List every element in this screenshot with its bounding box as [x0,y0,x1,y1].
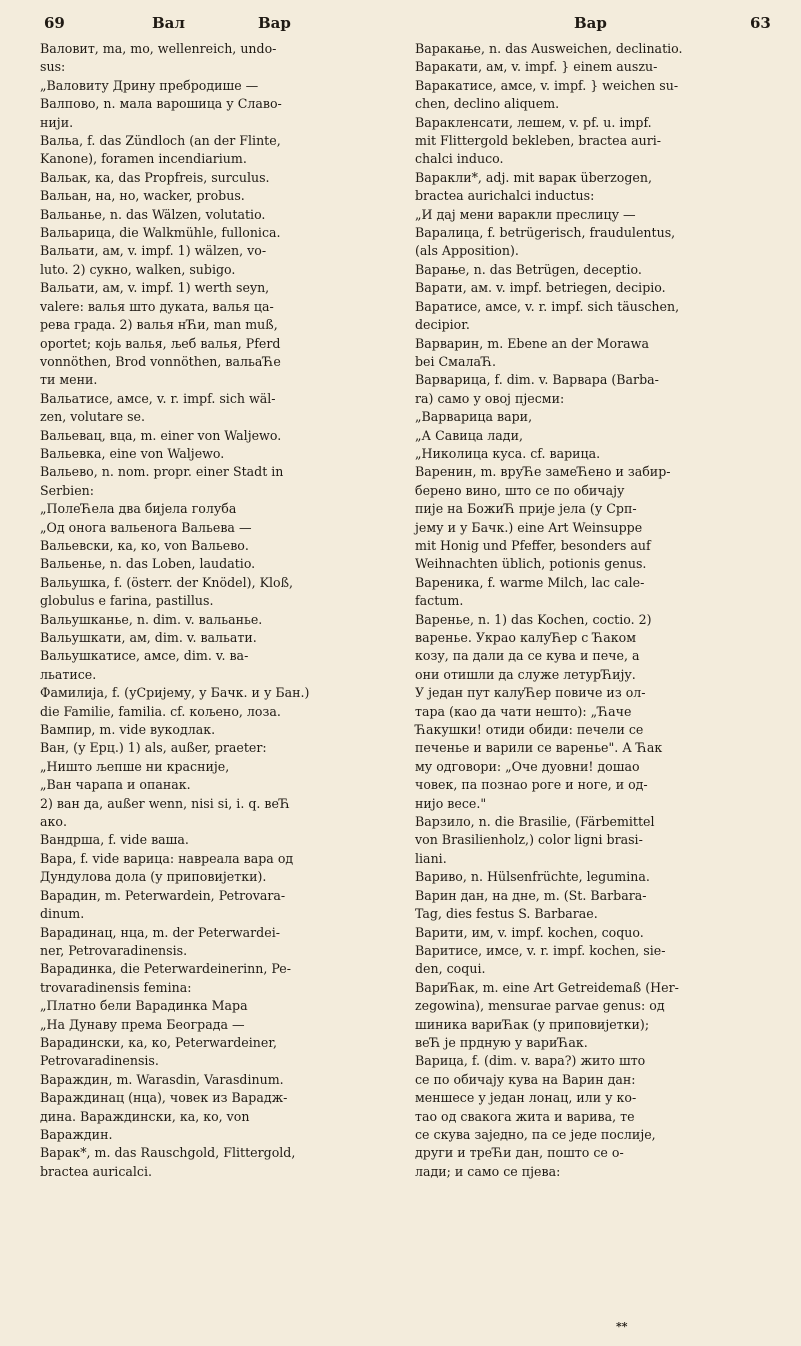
dictionary-line: они отишли да служе летурЋију. [415,666,636,682]
dictionary-line: „Ништо љепше ни красније, [40,758,230,774]
dictionary-line: „И дај мени варакли преслицу — [415,206,636,222]
dictionary-line: Вальево, n. nom. propr. einer Stadt in [40,464,284,480]
dictionary-line: се по обичају кува на Варин дан: [415,1071,636,1087]
dictionary-line: му одговори: „Оче дуовни! дошао [415,758,640,774]
running-header [0,10,801,36]
dictionary-line: zen, volutare se. [40,409,146,425]
dictionary-line: Вальатисе, амсе, v. r. impf. sich wäl- [40,390,276,406]
dictionary-line: Варварин, m. Ebene an der Morawa [415,335,649,351]
dictionary-line: „Платно бели Варадинка Мара [40,998,248,1014]
dictionary-line: тао од свакога жита и варива, те [415,1108,635,1124]
dictionary-line: У један пут калуЋер повиче из ол- [415,685,646,701]
dictionary-line: Варакатисе, амсе, v. impf. } weichen su- [415,77,679,93]
dictionary-line: 2) ван да, außer wenn, nisi si, i. q. веЋ [40,795,290,811]
dictionary-line: Варадинка, die Peterwardeinerinn, Pe- [40,961,292,977]
dictionary-line: Валпово, n. мала варошица у Славо- [40,96,282,112]
dictionary-line: zegowina), mensurae parvae genus: од [415,998,665,1014]
dictionary-line: козу, па дали да се кува и пече, а [415,648,640,664]
dictionary-line: chen, declino aliquem. [415,96,560,112]
dictionary-line: Варање, n. das Betrügen, deceptio. [415,261,642,277]
dictionary-line: vonnöthen, Brod vonnöthen, вальаЋе [40,353,281,369]
dictionary-line: bractea auricalci. [40,1163,153,1179]
dictionary-line: „На Дунаву према Београда — [40,1016,245,1032]
dictionary-line: „ПолеЋела два бијела голуба [40,501,237,517]
dictionary-line: тара (као да чати нешто): „Ћаче [415,703,632,719]
dictionary-line: Kanone), foramen incendiarium. [40,151,247,167]
dictionary-line: Вараждин. [40,1126,113,1142]
dictionary-line: mit Honig und Pfeffer, besonders auf [415,537,651,553]
dictionary-line: јему и у Бачк.) eine Art Weinsuppe [415,519,643,535]
dictionary-line: Ћакушки! отиди обиди: печели се [415,722,644,738]
dictionary-line: Фамилија, f. (уСријему, у Бачк. и у Бан.) [40,685,310,701]
dictionary-line: нијо весе." [415,795,487,811]
dictionary-line: Варати, ам. v. impf. betriegen, decipio. [415,280,666,296]
right-guide-word: Вар [574,14,607,32]
dictionary-line: Вараждинац (нца), човек из Варадж- [40,1090,288,1106]
dictionary-line: лади; и само се пјева: [415,1163,561,1179]
dictionary-line: Варакати, ам, v. impf. } einem auszu- [415,59,658,75]
dictionary-line: Вальевски, ка, ко, von Вальево. [40,537,249,553]
dictionary-line: Вареника, f. warme Milch, lac cale- [415,574,645,590]
dictionary-line: ВариЋак, m. eine Art Getreidemaß (Her- [415,979,679,995]
dictionary-line: печенье и варили се варенье". А Ћак [415,740,663,756]
dictionary-line: „Валовиту Дрину пребродише — [40,77,259,93]
dictionary-line: „А Савица лади, [415,427,523,443]
dictionary-line: Вальати, ам, v. impf. 1) werth seyn, [40,280,270,296]
dictionary-line: ra) само у овој пјесми: [415,390,565,406]
dictionary-line: Вальарица, die Walkmühle, fullonica. [40,225,281,241]
dictionary-line: берено вино, што се по обичају [415,482,625,498]
dictionary-line: Вариво, n. Hülsenfrüchte, legumina. [415,869,650,885]
dictionary-line: льатисе. [40,666,97,682]
dictionary-line: човек, па познао роге и ноге, и од- [415,777,648,793]
left-column [40,40,405,1181]
dictionary-line: Варити, им, v. impf. kochen, coquo. [415,924,644,940]
dictionary-line: рева града. 2) валья нЋи, man muß, [40,317,278,333]
dictionary-line: Варварица, f. dim. v. Варвара (Barba- [415,372,659,388]
dictionary-line: ner, Petrovaradinensis. [40,942,188,958]
dictionary-line: Варадинац, нца, m. der Peterwardei- [40,924,280,940]
dictionary-line: Ван, (у Ерц.) 1) als, außer, praeter: [40,740,267,756]
left-page-number: 69 [44,14,65,32]
dictionary-line: меншесе у један лонац, или у ко- [415,1090,637,1106]
dictionary-line: die Familie, familia. cf. кољено, лоза. [40,703,281,719]
dictionary-line: Вальушкати, ам, dim. v. вальати. [40,630,257,645]
dictionary-line: шиника вариЋак (у приповијетки); [415,1016,650,1032]
dictionary-line: Вальенье, n. das Loben, laudatio. [40,556,256,572]
dictionary-line: Вальан, на, но, wacker, probus. [40,188,245,204]
dictionary-line: други и треЋи дан, пошто се о- [415,1145,624,1161]
left-guide-word-1: Вал [152,14,185,32]
dictionary-line: Варенье, n. 1) das Kochen, coctio. 2) [415,611,652,627]
dictionary-line: Варин дан, на дне, m. (St. Barbara- [415,887,647,903]
dictionary-line: luto. 2) сукно, walken, subigo. [40,261,236,277]
dictionary-line: Вальевка, eine von Waljewo. [40,445,225,461]
dictionary-line: Tag, dies festus S. Barbarae. [415,906,598,922]
dictionary-line: sus: [40,59,66,75]
dictionary-line: се скува заједно, па се једе послије, [415,1126,656,1142]
left-guide-word-2: Вар [258,14,291,32]
dictionary-line: Вандрша, f. vide ваша. [40,832,189,848]
dictionary-line: Weihnachten üblich, potionis genus. [415,556,647,572]
dictionary-line: пије на БожиЋ прије јела (у Срп- [415,501,637,517]
dictionary-line: Вальушканье, n. dim. v. вальанье. [40,611,263,627]
right-column [415,40,780,1181]
dictionary-line: ти мени. [40,372,98,388]
dictionary-line: valere: валья што дуката, валья ца- [40,298,274,314]
footer-signature-mark: ** [616,1320,628,1333]
dictionary-line: globulus e farina, pastillus. [40,593,214,609]
dictionary-line: mit Flittergold bekleben, bractea auri- [415,133,662,149]
dictionary-line: Вальати, ам, v. impf. 1) wälzen, vo- [40,243,267,259]
dictionary-line: Варадински, ка, ко, Peterwardeiner, [40,1034,277,1050]
dictionary-line: Вальевац, вца, m. einer von Waljewo. [40,427,282,443]
dictionary-line: „Николица куса. cf. варица. [415,445,601,461]
dictionary-line: bei СмалаЋ. [415,353,496,369]
dictionary-line: Варзило, n. die Brasilie, (Färbemittel [415,814,655,830]
dictionary-line: Вальушка, f. (österr. der Knödel), Kloß, [40,574,294,590]
dictionary-line: ако. [40,814,67,830]
dictionary-line: Вара, f. vide варица: навреала вара од [40,850,294,866]
dictionary-line: liani. [415,850,447,866]
dictionary-line: варенье. Украо калуЋер с Ћаком [415,630,637,645]
dictionary-line: Варатисе, амсе, v. r. impf. sich täuschen, [415,298,680,314]
dictionary-line: Варак*, m. das Rauschgold, Flittergold, [40,1145,296,1161]
dictionary-line: bractea aurichalci inductus: [415,188,595,204]
dictionary-line: Serbien: [40,482,94,498]
dictionary-line: Вальак, ка, das Propfreis, surculus. [40,169,270,185]
dictionary-line: Варенин, m. вруЋе замеЋено и забир- [415,464,671,480]
dictionary-line: decipior. [415,317,470,333]
dictionary-line: Petrovaradinensis. [40,1053,159,1069]
dictionary-line: Вампир, m. vide вукодлак. [40,722,216,738]
dictionary-line: (als Apposition). [415,243,519,259]
dictionary-line: Варалица, f. betrügerisch, fraudulentus, [415,225,676,241]
dictionary-line: нији. [40,114,74,130]
dictionary-line: Вальанье, n. das Wälzen, volutatio. [40,206,266,222]
dictionary-line: Варадин, m. Peterwardein, Petrovara- [40,887,286,903]
dictionary-line: oportet; којь валья, љеб валья, Pferd [40,335,281,351]
dictionary-line: chalci induco. [415,151,504,167]
dictionary-line: Валовит, ma, mo, wellenreich, undo- [40,41,277,56]
dictionary-line: „Од онога вальенога Вальева — [40,519,252,535]
dictionary-line: den, coqui. [415,961,486,977]
dictionary-line: factum. [415,593,464,609]
dictionary-line: Варакленсати, лешем, v. pf. u. impf. [415,114,652,130]
dictionary-line: Вальушкатисе, амсе, dim. v. ва- [40,648,249,664]
dictionary-line: von Brasilienholz,) color ligni brasi- [415,832,643,848]
dictionary-line: Варакање, n. das Ausweichen, declinatio. [415,41,683,56]
dictionary-line: Дундулова дола (у приповијетки). [40,869,267,885]
dictionary-line: „Варварица вари, [415,409,533,425]
dictionary-line: Вальа, f. das Zündloch (an der Flinte, [40,133,281,149]
right-page-number: 63 [750,14,771,32]
dictionary-line: дина. Вараждински, ка, ко, von [40,1108,250,1124]
dictionary-line: Варакли*, adj. mit варак überzogen, [415,169,652,185]
dictionary-line: Варица, f. (dim. v. вара?) жито што [415,1053,646,1069]
dictionary-line: веЋ је прдную у вариЋак. [415,1034,588,1050]
dictionary-line: Вараждин, m. Warasdin, Varasdinum. [40,1071,284,1087]
dictionary-line: Варитисе, имсе, v. r. impf. kochen, sie- [415,942,666,958]
dictionary-line: trovaradinensis femina: [40,979,192,995]
dictionary-line: dinum. [40,906,85,922]
dictionary-line: „Ван чарапа и опанак. [40,777,191,793]
